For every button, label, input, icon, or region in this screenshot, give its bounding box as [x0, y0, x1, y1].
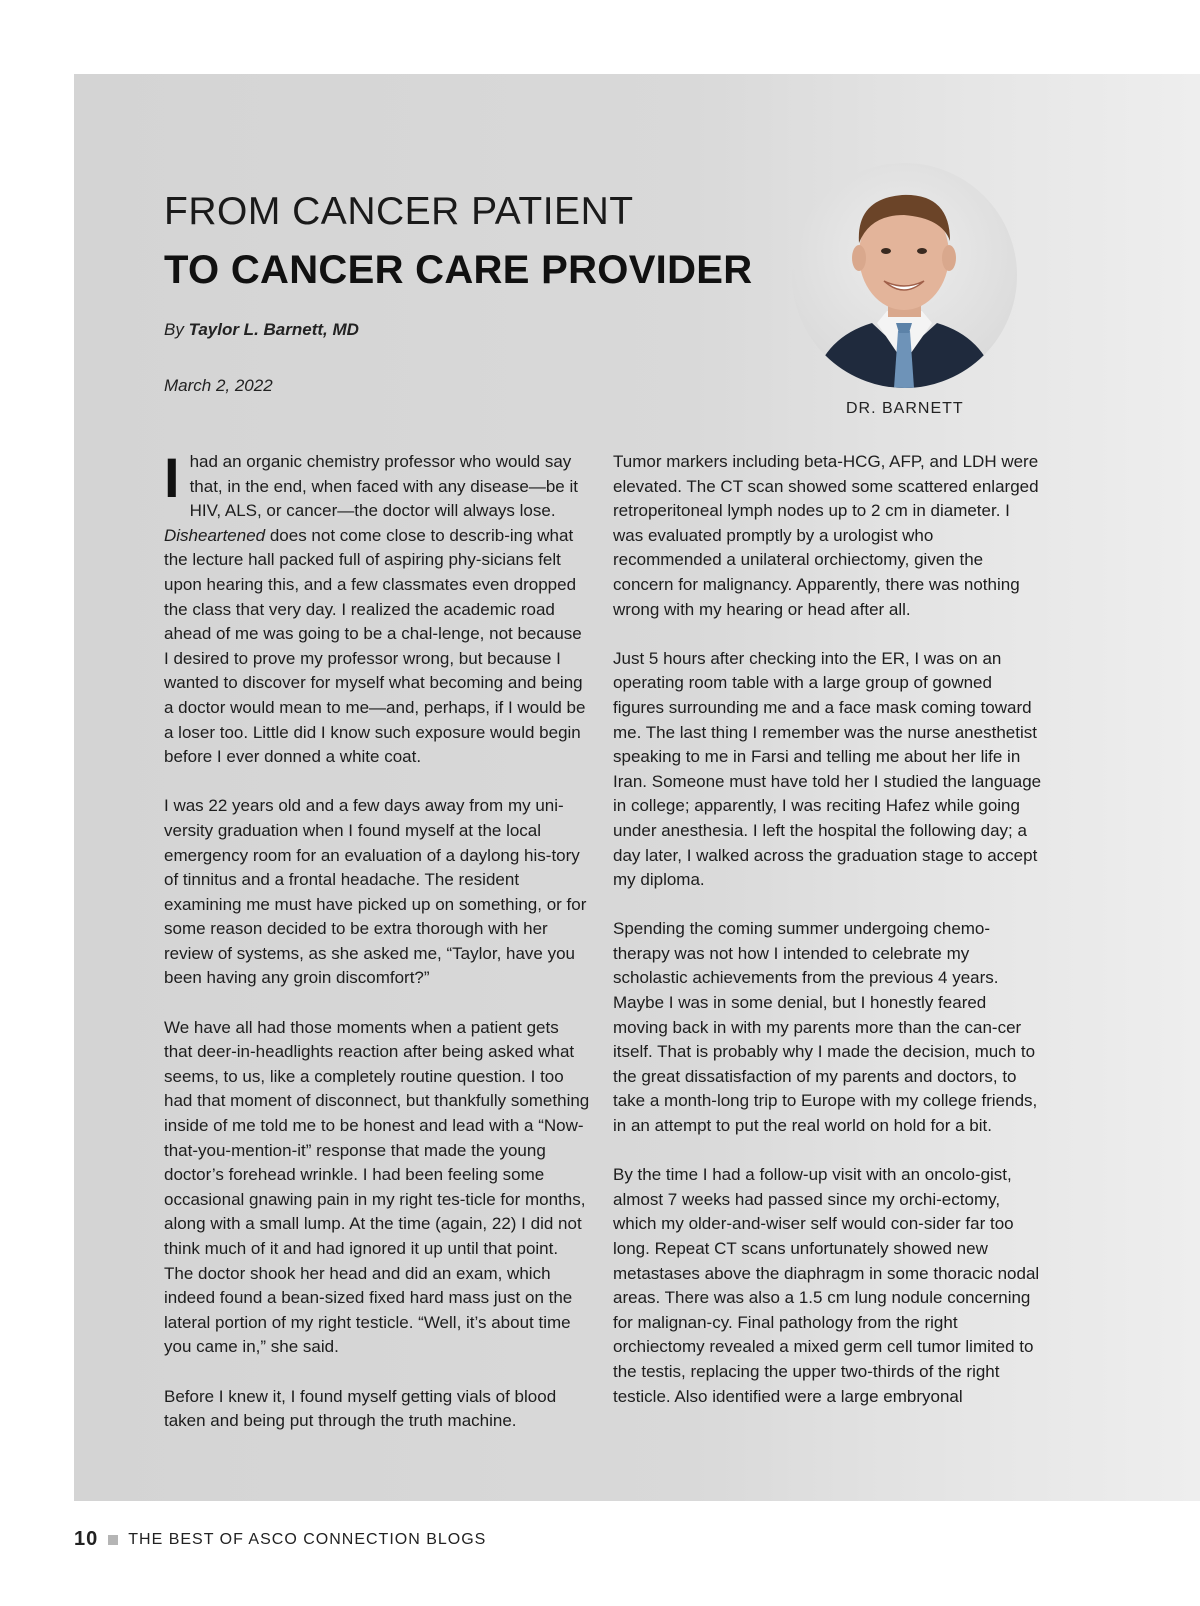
body-column-right	[613, 450, 1043, 1434]
paragraph-text: had an organic chemistry professor who would say that, in the end, when faced with any disease—be it HIV, ALS, or cancer—the doctor will always lose.	[189, 452, 578, 521]
paragraph: Tumor markers including beta-HCG, AFP, and LDH were elevated. The CT scan showed some scattered enlarged retroperitoneal lymph nodes up to 2 cm in diameter. I was evaluated promptly by a urologist who recommended a unilateral orchiectomy, given the concern for malignancy. Apparently, there was nothing wrong with my hearing or head after all.	[613, 452, 1039, 619]
author-name: Taylor L. Barnett, MD	[188, 320, 359, 339]
drop-cap: I	[164, 446, 180, 509]
title-line-1: FROM CANCER PATIENT	[164, 190, 634, 233]
publish-date: March 2, 2022	[164, 376, 273, 395]
page-footer	[74, 1528, 486, 1551]
byline-prefix: By	[164, 320, 184, 339]
paragraph: By the time I had a follow-up visit with an oncolo-gist, almost 7 weeks had passed since my orchi-ectomy, which my older-and-wiser self would con-sider far too long. Repeat CT scans unfortunately showed new metastases above the diaphragm in some thoracic nodal areas. There was also a 1.5 cm lung nodule concerning for malignan-cy. Final pathology from the right orchiectomy revealed a mixed germ cell tumor limited to the testis, replacing the upper two-thirds of the right testicle. Also identified were a large embryonal	[613, 1165, 1040, 1406]
author-portrait	[792, 163, 1017, 388]
publication-name: THE BEST OF ASCO CONNECTION BLOGS	[128, 1530, 487, 1548]
portrait-photo-icon	[792, 163, 1017, 388]
paragraph: We have all had those moments when a patient gets that deer-in-headlights reaction after being asked what seems, to us, like a completely routine question. I too had that moment of disconnect, but thankfully something inside of me told me to be honest and lead with a “Now-that-you-mention-it” response that made the young doctor’s forehead wrinkle. I had been feeling some occasional gnawing pain in my right tes-ticle for months, along with a small lump. At the time (again, 22) I did not think much of it and had ignored it up until that point. The doctor shook her head and did an exam, which indeed found a bean-sized fixed hard mass just on the lateral portion of my right testicle. “Well, it’s about time you came in,” she said.	[164, 1017, 590, 1357]
paragraph: Just 5 hours after checking into the ER, I was on an operating room table with a large group of gowned figures surrounding me and a face mask coming toward me. The last thing I remember was the nurse anesthetist speaking to me in Farsi and telling me about her life in Iran. Someone must have told her I studied the language in college; apparently, I was reciting Hafez while going under anesthesia. I left the hospital the following day; a day later, I walked across the graduation stage to accept my diploma.	[613, 648, 1042, 890]
body-column-left	[164, 446, 590, 1458]
separator-square-icon	[108, 1535, 118, 1545]
emphasis-text: Disheartened	[164, 525, 266, 545]
title-line-2: TO CANCER CARE PROVIDER	[164, 248, 753, 292]
paragraph-text: does not come close to describ-ing what the lecture hall packed full of aspiring phy-sicians felt upon hearing this, and a few classmates even dropped the class that very day. I realized the academic road ahead of me was going to be a chal-lenge, not because I desired to prove my professor wrong, but because I wanted to discover for myself what becoming and being a doctor would mean to me—and, perhaps, if I would be a loser too. Little did I know such exposure would begin before I ever donned a white coat.	[164, 525, 586, 767]
byline	[164, 320, 359, 340]
paragraph: Before I knew it, I found myself getting vials of blood taken and being put through the truth machine.	[164, 1386, 557, 1431]
page-number: 10	[74, 1528, 99, 1550]
paragraph: Spending the coming summer undergoing chemo-therapy was not how I intended to celebrate my scholastic achievements from the previous 4 years. Maybe I was in some denial, but I honestly feared moving back in with my parents more than the can-cer itself. That is probably why I made the decision, much to the great dissatisfaction of my parents and doctors, to take a month-long trip to Europe with my college friends, in an attempt to put the real world on hold for a bit.	[613, 919, 1038, 1136]
paragraph: I was 22 years old and a few days away from my uni-versity graduation when I found myself at the local emergency room for an evaluation of a daylong his-tory of tinnitus and a frontal headache. The resident examining me must have picked up on something, or for some reason decided to be extra thorough with her review of systems, as she asked me, “Taylor, have you been having any groin discomfort?”	[164, 796, 587, 988]
photo-caption: DR. BARNETT	[846, 400, 964, 417]
paragraph	[164, 446, 590, 770]
